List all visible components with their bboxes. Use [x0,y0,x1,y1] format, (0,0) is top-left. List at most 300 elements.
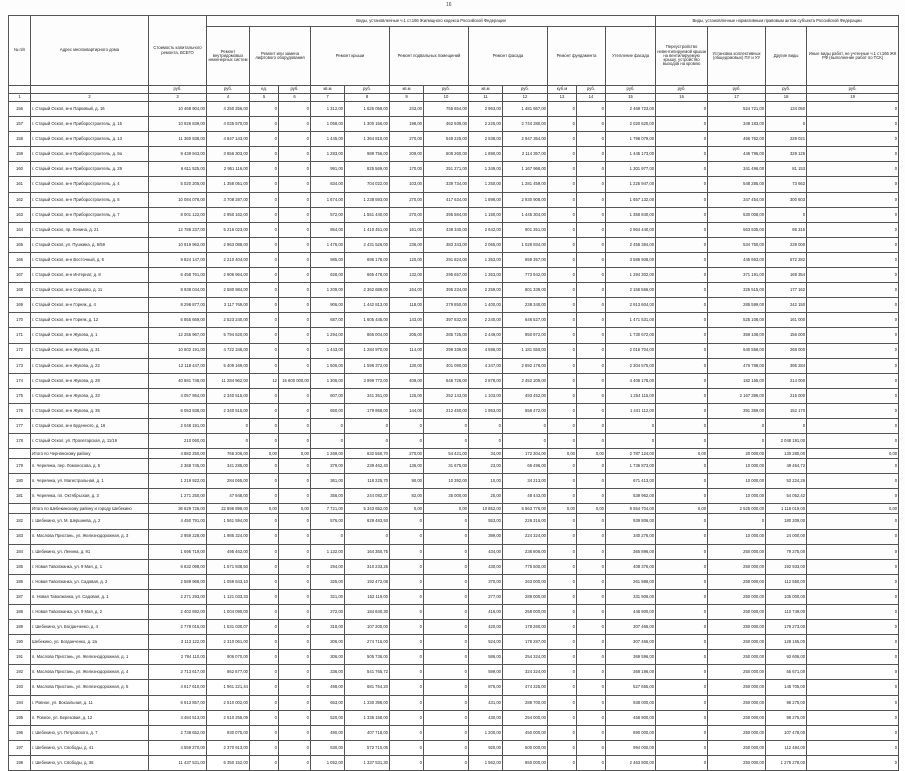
value-cell: 416,00 [469,605,503,620]
value-cell: 205,00 [390,328,424,343]
value-cell: 755 654,00 [424,102,469,117]
value-cell: 3 586 908,00 [606,252,656,267]
row-number-cell: 181 [9,489,31,504]
value-cell: 110 749,00 [766,605,807,620]
value-cell: 0 [606,434,656,449]
value-cell: 152 170 [766,403,807,418]
value-cell: 0 [279,459,311,474]
value-cell: 11 437 531,00 [149,755,207,770]
value-cell: 0 [807,710,899,725]
value-cell: 0 [424,544,469,559]
column-header-work-type: Ремонт подвальных помещений [390,27,469,86]
value-cell: 0,00 [656,449,708,459]
value-cell: 2 240,00 [469,313,503,328]
value-cell: 0 [548,725,577,740]
table-row [9,237,899,252]
value-cell: 2 510 002,00 [207,695,250,710]
table-row [9,373,899,388]
column-unit-label: руб. [149,86,207,94]
value-cell: 0 [279,665,311,680]
value-cell: 0,00 [424,504,469,514]
value-cell: 0 [548,514,577,529]
value-cell: 0 [656,529,708,544]
value-cell: 0 [577,403,606,418]
value-cell: 2 906 964,00 [207,268,250,283]
address-cell: п. Чернянка, пер. Ломоносова, д. 5 [31,459,149,474]
value-cell: 2 913 604,00 [606,298,656,313]
value-cell: 0 [548,102,577,117]
value-cell: 0 [606,418,656,433]
value-cell: 0,00 [390,504,424,514]
address-cell: п. Маслова Пристань, ул. Железнодорожная, д. 4 [31,665,149,680]
value-cell: 209,00 [390,147,424,162]
value-cell: 0 [656,102,708,117]
value-cell: 289 000,00 [503,589,548,604]
value-cell: 210 060,00 [149,434,207,449]
value-cell: 1 330 398,00 [345,695,390,710]
value-cell: 0 [548,283,577,298]
value-cell: 0 [390,529,424,544]
value-cell: 0 [311,418,345,433]
value-cell: 0 [577,102,606,117]
value-cell: 107 478,00 [766,725,807,740]
value-cell: 2 271 293,00 [149,589,207,604]
value-cell: 1 625 059,00 [345,102,390,117]
value-cell: 34 213,00 [503,474,548,489]
value-cell: 1 605 445,00 [345,313,390,328]
value-cell: 599,00 [469,665,503,680]
value-cell: 1 200,00 [469,725,503,740]
value-cell: 0 [807,283,899,298]
value-cell: 0 [250,298,279,313]
value-cell: 5 020 205,00 [149,177,207,192]
value-cell: 495 462,00 [207,544,250,559]
value-cell: 0 [656,147,708,162]
column-header-work-type: Иные виды работ, не учтенные ч.1 ст.166 ЖК РФ (выполнение работ по ТСК) [807,27,899,86]
value-cell: 0 [577,710,606,725]
value-cell: 0 [807,725,899,740]
address-cell: г. Старый Оскол, пр. Ленина, д. 21 [31,222,149,237]
value-cell: 12 786 237,00 [149,222,207,237]
value-cell: 1 353,00 [469,268,503,283]
value-cell: 0 [390,755,424,770]
address-cell: г. Новая Таволжанка, ул. 9 Мая, д. 1 [31,559,149,574]
value-cell: 0 [577,650,606,665]
value-cell: 0 [807,418,899,433]
value-cell: 0,00 [548,504,577,514]
value-cell: 2 340 515,00 [207,388,250,403]
value-cell: 10 084 078,00 [149,192,207,207]
value-cell: 0 [390,544,424,559]
value-cell: 258 000,00 [503,605,548,620]
value-cell: 1 132,00 [311,544,345,559]
value-cell: 341 285,00 [207,459,250,474]
value-cell: 773 942,00 [503,268,548,283]
value-cell: 0 [279,358,311,373]
value-cell: 572,00 [311,207,345,222]
value-cell: 0 [548,328,577,343]
value-cell: 0 [807,635,899,650]
value-cell: 178 260,00 [503,620,548,635]
address-cell: г. Старый Оскол, м-н Приборостроитель, д. 7 [31,207,149,222]
value-cell: 0 [279,192,311,207]
value-cell: 0 [424,605,469,620]
value-cell: 250 000,00 [708,695,766,710]
value-cell: 0 [807,102,899,117]
column-unit-label: кв.м [311,86,345,94]
value-cell: 0 [656,222,708,237]
page-number: 16 [446,2,452,8]
value-cell: 1 471 531,00 [606,313,656,328]
value-cell: 704 022,00 [345,177,390,192]
value-cell: 0 [250,313,279,328]
value-cell: 0 [279,620,311,635]
row-number-cell: 185 [9,559,31,574]
value-cell: 0 [424,574,469,589]
value-cell: 118,00 [390,298,424,313]
table-row [9,132,899,147]
column-unit-label: руб. [345,86,390,94]
row-number-cell: 195 [9,710,31,725]
value-cell: 0 [345,434,390,449]
value-cell: 339 734,00 [424,177,469,192]
value-cell: 0 [656,177,708,192]
value-cell: 1 306,00 [311,373,345,388]
value-cell: 0 [279,635,311,650]
value-cell: 0 [250,177,279,192]
row-number-cell: 184 [9,544,31,559]
value-cell: 1 441 112,00 [606,403,656,418]
table-row [9,710,899,725]
value-cell: 0 [656,298,708,313]
value-cell: 0 [656,544,708,559]
value-cell: 0 [311,434,345,449]
value-cell: 252 143,00 [424,388,469,403]
value-cell: 4 406 178,00 [606,373,656,388]
value-cell: 0 [279,388,311,403]
value-cell: 0 [577,635,606,650]
value-cell: 0 [548,237,577,252]
value-cell: 242 150 [766,298,807,313]
column-header-work-type: Другие виды [766,27,807,86]
value-cell: 950 972,00 [503,328,548,343]
value-cell: 306,00 [311,635,345,650]
value-cell: 498,00 [311,680,345,695]
value-cell: 0 [548,589,577,604]
value-cell: 0 [577,283,606,298]
value-cell: 0 [548,298,577,313]
value-cell: 0 [548,403,577,418]
value-cell: 0 [424,559,469,574]
value-cell: 0 [424,529,469,544]
value-cell: 0 [656,358,708,373]
value-cell: 0 [577,725,606,740]
value-cell: 0 [279,514,311,529]
value-cell: 0 [548,132,577,147]
value-cell: 1 250,00 [469,177,503,192]
row-number-cell: 192 [9,665,31,680]
value-cell: 1 358 840,00 [606,207,656,222]
value-cell: 0 [656,725,708,740]
value-cell: 1 445 173,00 [606,147,656,162]
column-unit-label: руб. [207,86,250,94]
value-cell: 128 155,00 [766,635,807,650]
value-cell: 1 294 302,00 [606,268,656,283]
row-number-cell: 160 [9,162,31,177]
value-cell: 0 [656,589,708,604]
value-cell: 0 [279,237,311,252]
value-cell: 0 [708,514,766,529]
value-cell: 299 339,00 [424,343,469,358]
table-row [9,544,899,559]
value-cell: 1 445,00 [311,132,345,147]
address-cell: г. Старый Оскол, м-н Приборостроитель, д. 6 [31,192,149,207]
address-cell: г. Старый Оскол, м-н Горняк, д. 12 [31,313,149,328]
address-cell: Итого по Шебекинскому району и городу Шебекино [31,504,149,514]
column-header-number: № п/п [9,16,31,86]
value-cell: 98 275,00 [766,710,807,725]
row-number-cell: 175 [9,388,31,403]
value-cell: 5 794 620,00 [207,328,250,343]
value-cell: 365 896,00 [606,544,656,559]
value-cell: 524 721,00 [708,102,766,117]
column-index-label: 14 [577,94,606,102]
row-number-cell: 166 [9,252,31,267]
value-cell: 2 713 617,00 [149,665,207,680]
value-cell: 8 298 877,00 [149,298,207,313]
address-cell: г. Шебекино, ул. Богданченко, д. 4 [31,620,149,635]
value-cell: 10 000,00 [708,529,766,544]
value-cell: 0 [548,358,577,373]
value-cell: 0 [548,665,577,680]
value-cell: 901 351,00 [503,222,548,237]
value-cell: 0 [577,529,606,544]
value-cell: 572 710,06 [345,740,390,755]
value-cell: 0 [548,605,577,620]
value-cell: 254 324,00 [503,650,548,665]
value-cell: 2 580 984,00 [207,283,250,298]
value-cell: 325,00 [311,574,345,589]
value-cell: 120,00 [390,252,424,267]
value-cell: 0 [250,117,279,132]
value-cell: 0 [250,474,279,489]
column-unit-label: руб. [577,86,606,94]
value-cell: 0 [250,650,279,665]
table-row [9,177,899,192]
value-cell: 270,00 [390,132,424,147]
table-row [9,650,899,665]
value-cell: 0 [656,373,708,388]
value-cell: 9 439 943,00 [149,147,207,162]
value-cell: 2 065,00 [469,237,503,252]
value-cell: 0,00 [807,449,899,459]
value-cell: 10 392,00 [424,474,469,489]
value-cell: 524,00 [469,635,503,650]
address-cell: г. Старый Оскол, м-н Буденного, д. 16 [31,418,149,433]
value-cell: 462 939,00 [424,117,469,132]
table-row [9,328,899,343]
value-cell: 0 [250,544,279,559]
value-cell: 294,00 [311,559,345,574]
value-cell: 285 599,00 [708,298,766,313]
value-cell: 0 [279,605,311,620]
value-cell: 0 [577,373,606,388]
value-cell: 10 000,00 [708,489,766,504]
row-number-cell: 167 [9,268,31,283]
value-cell: 0 [807,474,899,489]
value-cell: 66 496,00 [503,459,548,474]
value-cell: 284 065,00 [207,474,250,489]
value-cell: 6 855 669,00 [149,313,207,328]
value-cell: 0 [250,574,279,589]
value-cell: 10 852,00 [469,504,503,514]
value-cell: 906 070,00 [207,650,250,665]
value-cell: 0 [577,474,606,489]
table-row [9,388,899,403]
column-header-work-type: Переустройство невентилируемой крыши на вентилируемую крышу, устройство выходов на кровлю [656,27,708,86]
value-cell: 0 [279,222,311,237]
row-number-cell: 161 [9,177,31,192]
value-cell: 525 108,00 [708,313,766,328]
value-cell: 0 [548,252,577,267]
table-row [9,343,899,358]
column-index-label: 15 [606,94,656,102]
value-cell: 490,00 [311,725,345,740]
value-cell: 2 951 116,00 [207,162,250,177]
value-cell: 2 878,00 [469,373,503,388]
value-cell: 0 [807,695,899,710]
value-cell: 48 443,00 [503,489,548,504]
value-cell: 184 840,30 [345,605,390,620]
column-index-label: 18 [766,94,807,102]
value-cell: 0 [390,574,424,589]
value-cell: 250 000,00 [708,605,766,620]
value-cell: 646 726,00 [424,373,469,388]
value-cell: 148 705,00 [766,680,807,695]
value-cell: 215 000 [766,388,807,403]
column-unit-label: ед. [250,86,279,94]
table-row [9,635,899,650]
column-unit-label: руб. [424,86,469,94]
value-cell: 307 466,00 [606,635,656,650]
value-cell: 608 260,00 [424,147,469,162]
value-cell: 370,00 [469,574,503,589]
value-cell: 93 606,00 [766,650,807,665]
row-number-cell: 198 [9,755,31,770]
value-cell: 4 647 143,00 [207,132,250,147]
value-cell: 572 282 [766,252,807,267]
value-cell: 0 [577,132,606,147]
value-cell: 0 [250,740,279,755]
value-cell: 1 736 873,00 [606,459,656,474]
value-cell: 0 [548,418,577,433]
table-row [9,589,899,604]
value-cell: 0 [577,620,606,635]
value-cell: 239 000 [766,237,807,252]
value-cell: 379,00 [311,459,345,474]
table-row [9,574,899,589]
value-cell: 865 004,00 [345,328,390,343]
value-cell: 1 121 033,33 [207,589,250,604]
value-cell: 0 [548,474,577,489]
value-cell: 229 021 [766,132,807,147]
value-cell: 0 [279,695,311,710]
value-cell: 0 [807,459,899,474]
column-unit-label: руб. [656,86,708,94]
address-cell: г. Старый Оскол, м-н Приборостроитель, д. 9а [31,147,149,162]
value-cell: 112 484,00 [766,740,807,755]
value-cell: 250 000,00 [708,740,766,755]
address-cell: г. Старый Оскол, м-н Приборостроитель, д. 13 [31,132,149,147]
value-cell: 1 181 550,00 [503,343,548,358]
address-cell: г. Шебекино, ул. М. Шершнева, д. 2 [31,514,149,529]
value-cell: 1 271 250,00 [149,489,207,504]
value-cell: 0 [311,529,345,544]
value-cell: 2 431 526,00 [345,237,390,252]
column-group-header-art166: Виды, установленные ч.1 ст.166 Жилищного кодекса Российской Федерации [207,16,656,27]
value-cell: 114,00 [390,343,424,358]
value-cell: 0 [250,328,279,343]
value-cell: 0 [577,544,606,559]
address-cell: г. Новая Таволжанка, ул. Садовая, д. 2 [31,574,149,589]
value-cell: 0 [548,162,577,177]
value-cell: 548 285,00 [708,177,766,192]
address-cell: г. Шебекино, ул. Свободы, д. 38 [31,755,149,770]
row-number-cell: 168 [9,283,31,298]
row-number-cell: 197 [9,740,31,755]
value-cell: 0 [548,710,577,725]
value-cell: 0 [279,117,311,132]
address-cell: п. Маслова Пристань, ул. Железнодорожная, д. 1 [31,650,149,665]
value-cell: 1 596 372,00 [345,358,390,373]
value-cell: 0 [548,559,577,574]
value-cell: 2 589 968,00 [149,574,207,589]
value-cell: 985,00 [311,252,345,267]
value-cell: 6 611 525,00 [149,162,207,177]
value-cell: 0 [250,237,279,252]
address-cell: г. Старый Оскол, м-н Жукова, д. 28 [31,373,149,388]
table-row [9,418,899,433]
table-row [9,162,899,177]
value-cell: 1 571 938,50 [207,559,250,574]
table-row [9,740,899,755]
table-row [9,252,899,267]
value-cell: 31 675,00 [424,459,469,474]
table-row [9,222,899,237]
value-cell: 0 [250,605,279,620]
row-number-cell: 172 [9,343,31,358]
value-cell: 0 [279,418,311,433]
value-cell: 24 000,00 [766,529,807,544]
value-cell: 6 632 098,00 [149,559,207,574]
column-index-label: 1 [9,94,31,102]
value-cell: 681 754,20 [345,680,390,695]
value-cell: 179 958,00 [345,403,390,418]
value-cell: 0 [207,434,250,449]
value-cell: 0 [656,343,708,358]
value-cell: 834,00 [311,177,345,192]
value-cell: 1 674,00 [311,192,345,207]
value-cell: 0 [250,192,279,207]
value-cell: 0 [279,710,311,725]
value-cell: 0 [345,529,390,544]
value-cell: 238 340,00 [503,298,548,313]
row-number-cell: 176 [9,403,31,418]
value-cell: 2 784 110,00 [149,650,207,665]
value-cell: 318,00 [311,620,345,635]
value-cell: 0 [577,313,606,328]
row-number-cell: 179 [9,459,31,474]
